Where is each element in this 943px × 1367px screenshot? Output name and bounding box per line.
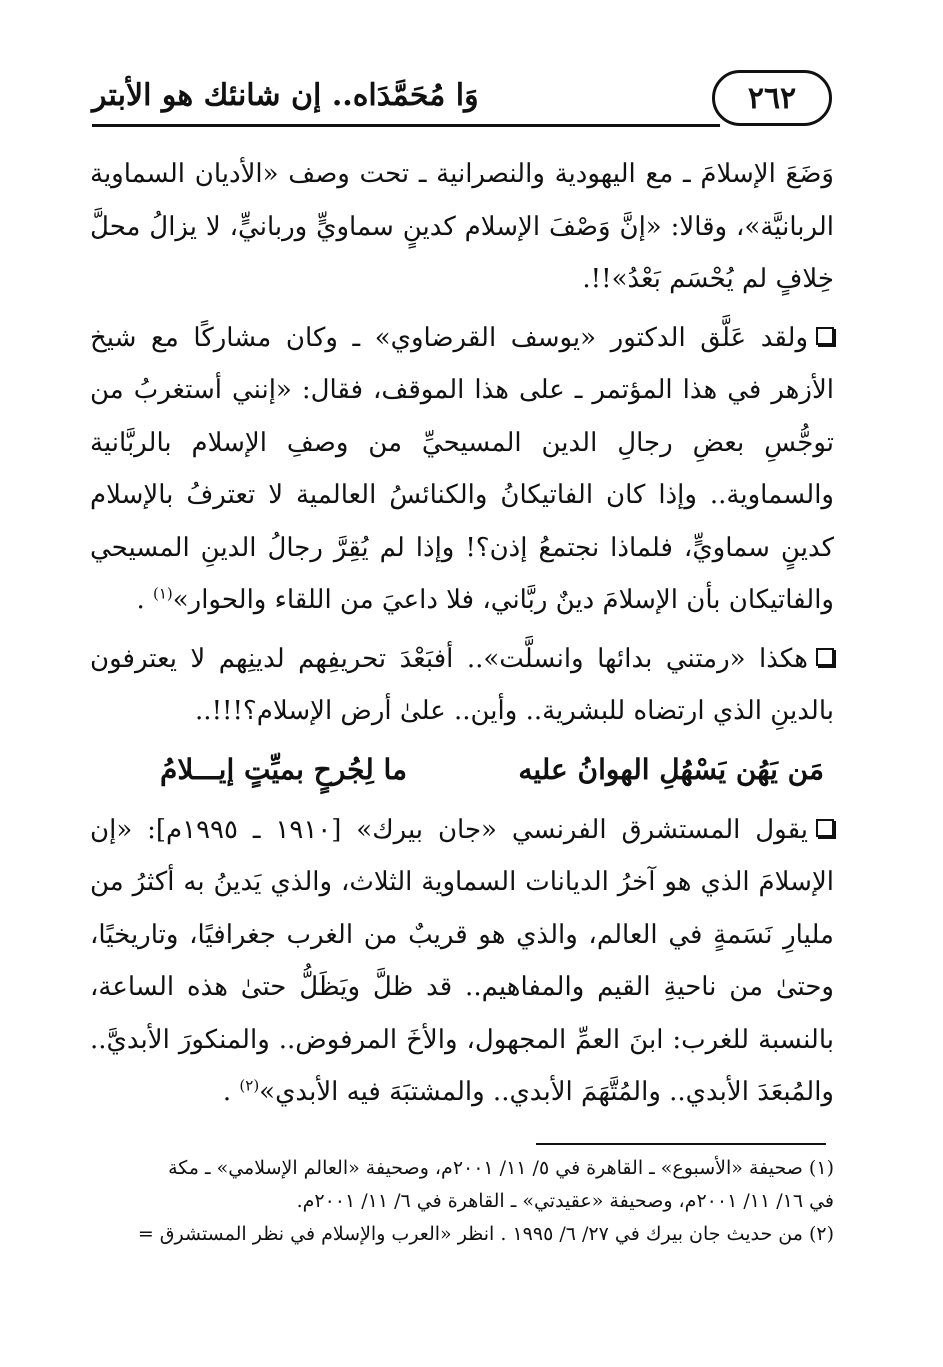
verse-first-hemistich: مَن يَهُن يَسْهُلِ الهوانُ عليه [518,752,824,786]
paragraph-4-text: يقول المستشرق الفرنسي «جان بيرك» [١٩١٠ ـ ١٩٩٥م]: «إن الإسلامَ الذي هو آخرُ الديانات السماوية الثلاث، والذي يَدينُ به أكثرُ من مليارِ نَسَمةٍ في العالم، والذي هو قريبٌ من الغرب جغرافيًا، وتاريخيًا، وحتىٰ من ناحيةِ القيم والمفاهيم.. قد ظلَّ ويَظَلُّ حتىٰ هذه الساعة، بالنسبة للغرب: ابنَ العمِّ المجهول، والأخَ المرفوض.. والمنكورَ الأبديَّ.. والمُبعَدَ الأبدي.. والمُتَّهَمَ الأبدي.. والمشتبَهَ فيه الأبدي» [90,814,834,1107]
paragraph-3-text: هكذا «رمتني بدائها وانسلَّت».. أفبَعْدَ تحريفِهم لدينِهم لا يعترفون بالدينِ الذي ارتضاه للبشرية.. وأين.. علىٰ أرض الإسلام؟!!!.. [90,643,834,726]
footnote-separator [536,1143,826,1145]
paragraph-marker-icon [816,327,834,345]
paragraph-2-end: . [136,585,153,615]
paragraph-3 [90,633,834,738]
footnote-1-line-1: (١) صحيفة «الأسبوع» ـ القاهرة في ٥/ ١١/ ٢٠٠١م، وصحيفة «العالم الإسلامي» ـ مكة [168,1157,834,1179]
footnote-ref-1[interactable]: (١) [152,584,173,603]
running-title: وَا مُحَمَّدَاه.. إن شانئك هو الأبتر [92,78,479,113]
header-rule [92,124,720,127]
paragraph-4-end: . [222,1077,240,1107]
page-number: ٢٦٢ [712,70,832,126]
paragraph-2-text: ولقد عَلَّق الدكتور «يوسف القرضاوي» ـ وكان مشاركًا مع شيخ الأزهر في هذا المؤتمر ـ على هذا الموقف، فقال: «إنني أستغربُ من توجُّسِ بعضِ رجالِ الدين المسيحيِّ من وصفِ الإسلام بالربَّانية والسماوية.. وإذا كان الفاتيكانُ والكنائسُ العالمية لا تعترفُ بالإسلام كدينٍ سماويٍّ، فلماذا نجتمعُ إذن؟! وإذا لم يُقِرَّ رجالُ الدينِ المسيحي والفاتيكان بأن الإسلامَ دينٌ ربَّاني، فلا داعيَ من اللقاء والحوار» [90,322,834,615]
footnote-2-line-1: (٢) من حديث جان بيرك في ٢٧/ ٦/ ١٩٩٥ . انظر «العرب والإسلام في نظر المستشرق = [137,1223,834,1245]
main-text [90,148,834,1119]
paragraph-marker-icon [816,819,834,837]
verse-second-hemistich: ما لِجُرحٍ بميِّتٍ إيـــلامُ [160,752,408,786]
footnote-1-line-2: في ١٦/ ١١/ ٢٠٠١م، وصحيفة «عقيدتي» ـ القاهرة في ٦/ ١١/ ٢٠٠١م. [296,1190,834,1212]
paragraph-1: وَضَعَ الإسلامَ ـ مع اليهودية والنصرانية ـ تحت وصف «الأديان السماوية الربانيَّة»، وقالا: «إنَّ وَصْفَ الإسلام كدينٍ سماويٍّ وربانيٍّ، لا يزالُ محلَّ خِلافٍ لم يُحْسَم بَعْدُ»!!. [90,159,834,294]
paragraph-2 [90,312,834,627]
paragraph-marker-icon [816,648,834,666]
footnote-ref-2[interactable]: (٢) [239,1076,260,1095]
paragraph-4 [90,804,834,1119]
page-header [92,64,832,134]
footnotes [90,1152,834,1251]
poetry-verse [90,742,834,798]
